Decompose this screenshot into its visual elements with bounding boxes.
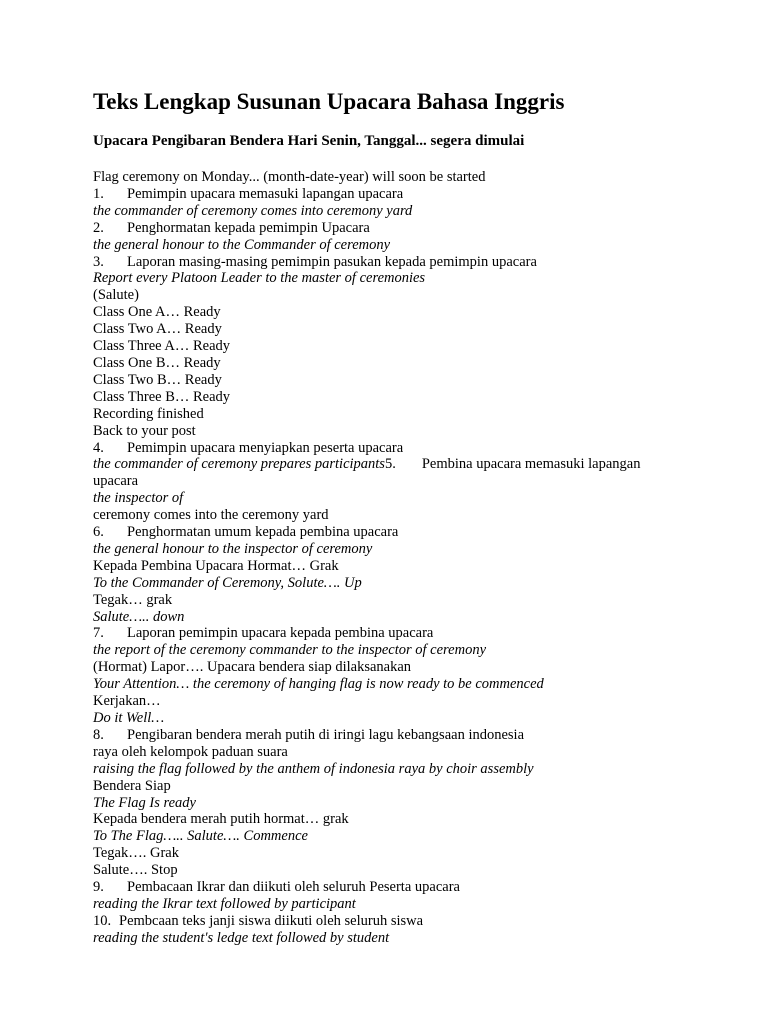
step-4-5-line: the commander of ceremony prepares participants5. Pembina upacara memasuki lapangan bbox=[93, 456, 641, 473]
document-title: Teks Lengkap Susunan Upacara Bahasa Inggris bbox=[93, 89, 565, 114]
command-line: Kerjakan… bbox=[93, 693, 161, 710]
command-line: Tegak… grak bbox=[93, 591, 173, 608]
salute-line: (Salute) bbox=[93, 287, 139, 304]
step-3-translation: Report every Platoon Leader to the master of ceremonies bbox=[93, 270, 426, 287]
step-1: 1. Pemimpin upacara memasuki lapangan upacara bbox=[93, 185, 404, 202]
step-3: 3. Laporan masing-masing pemimpin pasukan kepada pemimpin upacara bbox=[93, 253, 537, 270]
step-6: 6. Penghormatan umum kepada pembina upacara bbox=[93, 524, 399, 541]
document-subtitle: Upacara Pengibaran Bendera Hari Senin, Tanggal... segera dimulai bbox=[93, 133, 525, 149]
command-line: Salute…. Stop bbox=[93, 862, 178, 879]
step-2-translation: the general honour to the Commander of ceremony bbox=[93, 236, 391, 253]
step-9-translation: reading the Ikrar text followed by participant bbox=[93, 895, 356, 912]
step-4: 4. Pemimpin upacara menyiapkan peserta upacara bbox=[93, 439, 404, 456]
recording-line: Recording finished bbox=[93, 405, 204, 422]
step-7-translation: the report of the ceremony commander to the inspector of ceremony bbox=[93, 642, 487, 659]
command-translation: Your Attention… the ceremony of hanging flag is now ready to be commenced bbox=[93, 676, 544, 693]
command-translation: Salute….. down bbox=[93, 608, 185, 625]
step-9: 9. Pembacaan Ikrar dan diikuti oleh seluruh Peserta upacara bbox=[93, 879, 460, 896]
command-translation: To The Flag….. Salute…. Commence bbox=[93, 828, 308, 845]
class-line: Class Two B… Ready bbox=[93, 371, 222, 388]
class-line: Class One B… Ready bbox=[93, 354, 221, 371]
command-line: Tegak…. Grak bbox=[93, 845, 179, 862]
command-line: Kepada Pembina Upacara Hormat… Grak bbox=[93, 557, 339, 574]
step-5-translation-b: ceremony comes into the ceremony yard bbox=[93, 507, 329, 524]
command-translation: The Flag Is ready bbox=[93, 794, 196, 811]
class-line: Class Two A… Ready bbox=[93, 321, 222, 338]
step-5-translation-a: the inspector of bbox=[93, 490, 184, 507]
step-10-translation: reading the student's ledge text followed by student bbox=[93, 929, 390, 946]
class-line: Class Three A… Ready bbox=[93, 338, 231, 355]
back-line: Back to your post bbox=[93, 422, 196, 439]
step-8-continuation: raya oleh kelompok paduan suara bbox=[93, 743, 288, 760]
command-translation: Do it Well… bbox=[93, 710, 165, 726]
document-body bbox=[93, 169, 708, 947]
step-10: 10. Pembcaan teks janji siswa diikuti oleh seluruh siswa bbox=[93, 912, 424, 929]
command-line: (Hormat) Lapor…. Upacara bendera siap dilaksanakan bbox=[93, 659, 412, 676]
step-1-translation: the commander of ceremony comes into ceremony yard bbox=[93, 202, 413, 219]
step-2: 2. Penghormatan kepada pemimpin Upacara bbox=[93, 219, 370, 236]
step-7: 7. Laporan pemimpin upacara kepada pembina upacara bbox=[93, 625, 434, 642]
intro-line: Flag ceremony on Monday... (month-date-year) will soon be started bbox=[93, 169, 486, 185]
class-line: Class One A… Ready bbox=[93, 304, 221, 321]
step-8: 8. Pengibaran bendera merah putih di iringi lagu kebangsaan indonesia bbox=[93, 726, 525, 743]
step-5-continuation: upacara bbox=[93, 473, 139, 490]
step-6-translation: the general honour to the inspector of ceremony bbox=[93, 540, 373, 557]
class-line: Class Three B… Ready bbox=[93, 388, 231, 405]
command-line: Bendera Siap bbox=[93, 777, 171, 794]
step-8-translation: raising the flag followed by the anthem of indonesia raya by choir assembly bbox=[93, 760, 534, 777]
command-line: Kepada bendera merah putih hormat… grak bbox=[93, 811, 349, 828]
command-translation: To the Commander of Ceremony, Solute…. Up bbox=[93, 574, 362, 591]
